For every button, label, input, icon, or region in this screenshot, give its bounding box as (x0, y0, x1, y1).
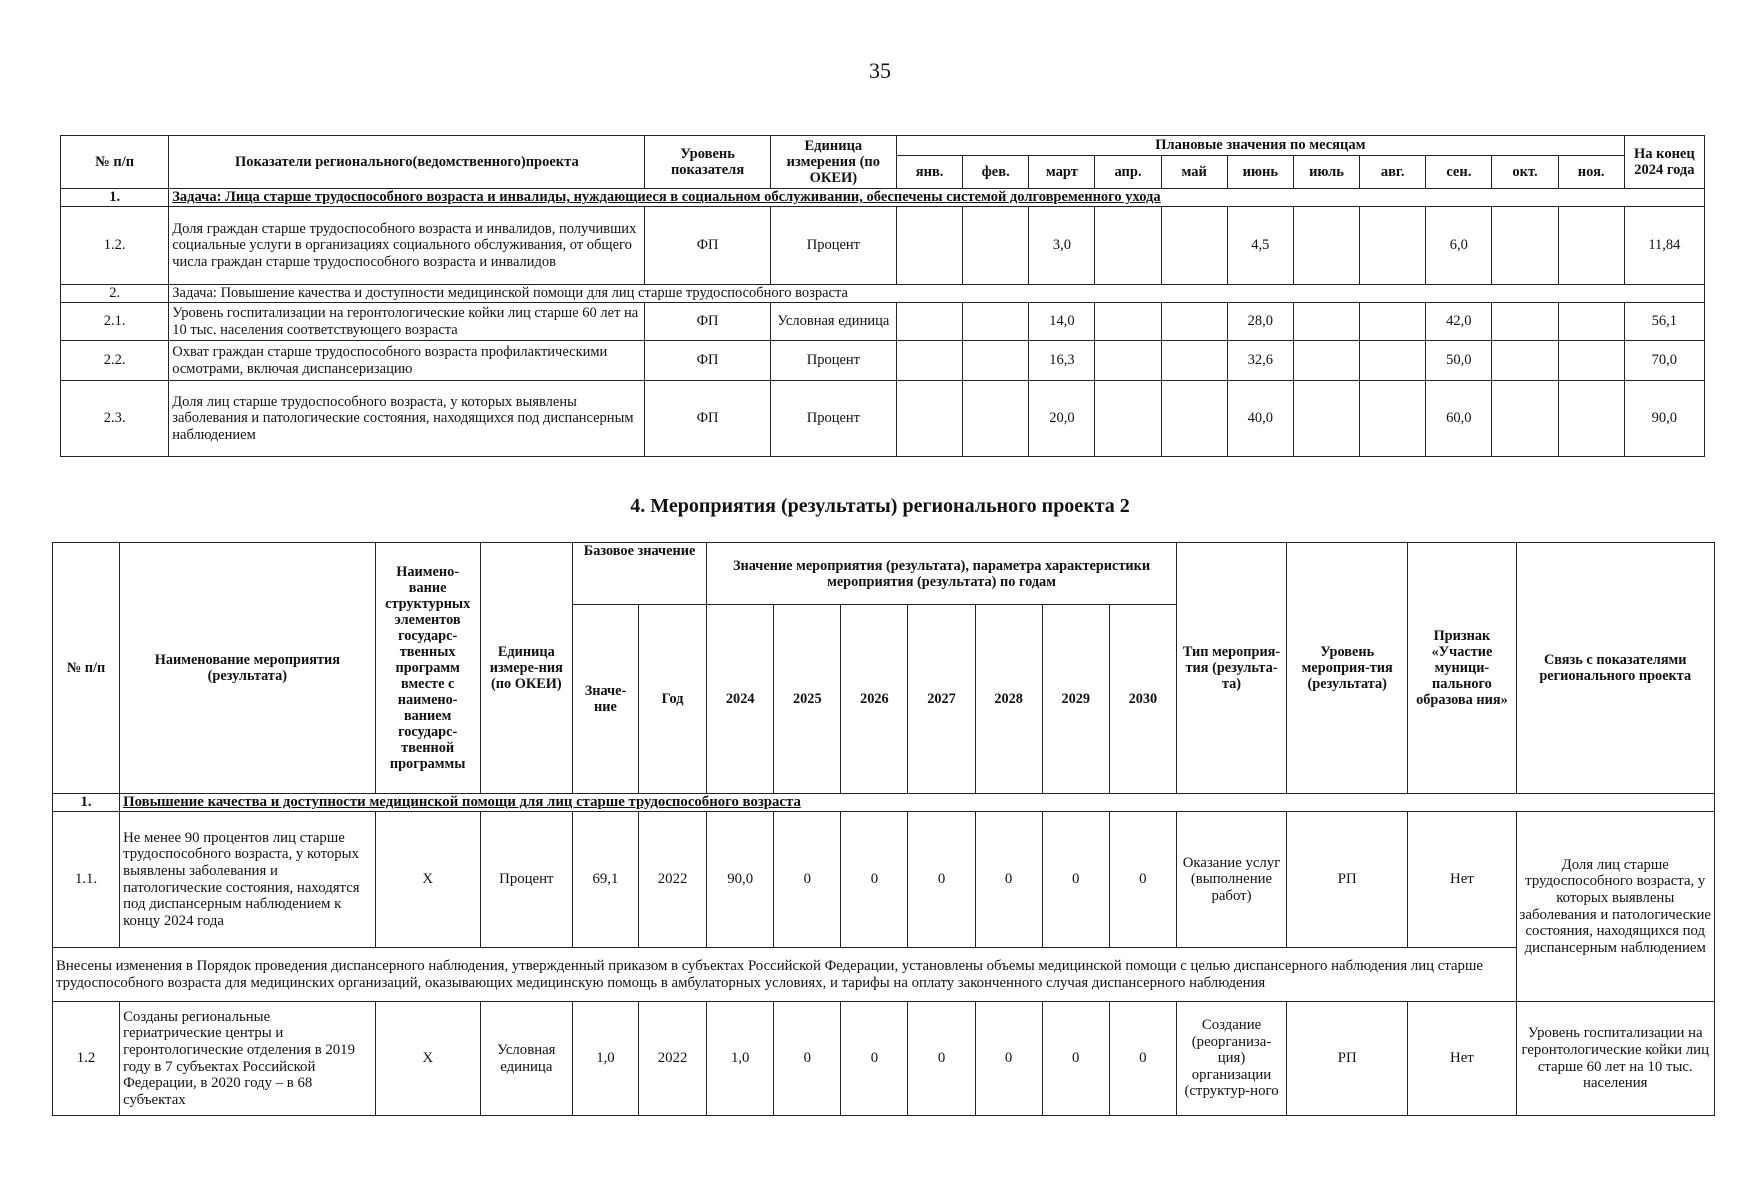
task-title: Задача: Лица старше трудоспособного возраста и инвалиды, нуждающиеся в социальном обслуживании, обеспечены системой долговременного ухода (169, 189, 1705, 207)
month-value (1161, 303, 1227, 341)
header-unit: Единица измере-ния (по ОКЕИ) (480, 543, 572, 794)
month-value: 14,0 (1029, 303, 1095, 341)
month-value: 28,0 (1227, 303, 1293, 341)
header-indicators: Показатели регионального(ведомственного)проекта (169, 136, 645, 189)
activity-name: Созданы региональные гериатрические центры и геронтологические отделения в 2019 году в 7 субъектах Российской Федерации, в 2020 году – в 68 субъектах (120, 1002, 375, 1116)
year-value: 0 (975, 1002, 1042, 1116)
month-header: апр. (1095, 156, 1161, 189)
header-level: Уровень мероприя-тия (результата) (1287, 543, 1408, 794)
header-values: Значение мероприятия (результата), параметра характеристики мероприятия (результата) по годам (707, 543, 1177, 605)
base-value: 1,0 (572, 1002, 638, 1116)
year-value: 0 (841, 812, 908, 948)
row-num: 2.1. (61, 303, 169, 341)
end-value: 56,1 (1624, 303, 1704, 341)
month-value (1492, 341, 1558, 381)
month-value: 32,6 (1227, 341, 1293, 381)
table-row (61, 303, 1705, 341)
indicator-unit: Процент (770, 207, 896, 285)
month-header: янв. (897, 156, 963, 189)
year-value: 0 (908, 812, 975, 948)
month-value (1293, 207, 1359, 285)
unit-value: Процент (480, 812, 572, 948)
indicator-unit: Процент (770, 341, 896, 381)
task-title: Задача: Повышение качества и доступности медицинской помощи для лиц старше трудоспособного возраста (169, 285, 1705, 303)
month-value: 16,3 (1029, 341, 1095, 381)
year-value: 90,0 (707, 812, 774, 948)
month-value (1558, 207, 1624, 285)
indicators-table (60, 135, 1705, 457)
month-header: окт. (1492, 156, 1558, 189)
header-type: Тип мероприя-тия (результа-та) (1176, 543, 1286, 794)
section-title: 4. Мероприятия (результаты) регионального проекта 2 (630, 495, 1130, 517)
section-num: 1. (53, 794, 120, 812)
month-value (1492, 207, 1558, 285)
month-value (1558, 341, 1624, 381)
month-value (1360, 381, 1426, 457)
row-num: 2.3. (61, 381, 169, 457)
header-end: На конец 2024 года (1624, 136, 1704, 189)
base-year: 2022 (639, 1002, 707, 1116)
month-value (1161, 381, 1227, 457)
year-header: 2024 (707, 605, 774, 794)
month-value: 50,0 (1426, 341, 1492, 381)
indicator-level: ФП (645, 303, 770, 341)
indicator-name: Доля граждан старше трудоспособного возраста и инвалидов, получивших социальные услуги в организациях социального обслуживания, от общего числа граждан старше трудоспособного возраста и инвалидов (169, 207, 645, 285)
struct-value: Х (375, 1002, 480, 1116)
month-header: июль (1293, 156, 1359, 189)
month-header: июнь (1227, 156, 1293, 189)
month-value (1095, 341, 1161, 381)
task-num: 2. (61, 285, 169, 303)
month-value (897, 207, 963, 285)
year-value: 0 (1109, 812, 1176, 948)
month-value: 6,0 (1426, 207, 1492, 285)
section-heading: Повышение качества и доступности медицинской помощи для лиц старше трудоспособного возраста (120, 794, 1715, 812)
link-value: Уровень госпитализации на геронтологические койки лиц старше 60 лет на 10 тыс. населения (1516, 1002, 1715, 1116)
year-value: 1,0 (707, 1002, 774, 1116)
row-num: 1.2. (61, 207, 169, 285)
month-value: 20,0 (1029, 381, 1095, 457)
table-row (61, 207, 1705, 285)
month-value (1492, 381, 1558, 457)
header-unit: Единица измерения (по ОКЕИ) (770, 136, 896, 189)
month-header: фев. (963, 156, 1029, 189)
month-value (1360, 341, 1426, 381)
row-num: 1.2 (53, 1002, 120, 1116)
year-value: 0 (1042, 812, 1109, 948)
indicator-level: ФП (645, 341, 770, 381)
month-value (963, 381, 1029, 457)
header-base: Базовое значение (572, 543, 706, 605)
header-name: Наименование мероприятия (результата) (120, 543, 375, 794)
month-header: авг. (1360, 156, 1426, 189)
task-num: 1. (61, 189, 169, 207)
activities-table (52, 542, 1715, 1116)
year-value: 0 (1042, 1002, 1109, 1116)
indicator-unit: Условная единица (770, 303, 896, 341)
note-text: Внесены изменения в Порядок проведения диспансерного наблюдения, утвержденный приказом в субъектах Российской Федерации, установлены объемы медицинской помощи с целью диспансерного наблюдения лиц старше трудоспособного возраста для медицинских организаций, оказывающих медицинскую помощь в амбулаторных условиях, и тарифы на оплату законченного случая диспансерного наблюдения (53, 948, 1517, 1002)
year-value: 0 (841, 1002, 908, 1116)
year-value: 0 (908, 1002, 975, 1116)
month-value (897, 341, 963, 381)
year-value: 0 (774, 812, 841, 948)
page-number: 35 (869, 58, 891, 83)
end-value: 90,0 (1624, 381, 1704, 457)
header-planned: Плановые значения по месяцам (897, 136, 1625, 156)
year-header: 2029 (1042, 605, 1109, 794)
month-value (1360, 303, 1426, 341)
month-value: 40,0 (1227, 381, 1293, 457)
indicator-level: ФП (645, 381, 770, 457)
activity-name: Не менее 90 процентов лиц старше трудоспособного возраста, у которых выявлены заболевания и патологические состояния, находятся под диспансерным наблюдением к концу 2024 года (120, 812, 375, 948)
year-header: 2028 (975, 605, 1042, 794)
month-value (1161, 207, 1227, 285)
level-value: РП (1287, 1002, 1408, 1116)
link-value: Доля лиц старше трудоспособного возраста, у которых выявлены заболевания и патологические состояния, находящихся под диспансерным наблюдением (1516, 812, 1715, 1002)
indicator-name: Доля лиц старше трудоспособного возраста, у которых выявлены заболевания и патологические состояния, находящихся под диспансерным наблюдением (169, 381, 645, 457)
end-value: 70,0 (1624, 341, 1704, 381)
sign-value: Нет (1408, 812, 1516, 948)
unit-value: Условная единица (480, 1002, 572, 1116)
month-header: март (1029, 156, 1095, 189)
month-value (963, 303, 1029, 341)
year-value: 0 (1109, 1002, 1176, 1116)
type-value: Оказание услуг (выполнение работ) (1176, 812, 1286, 948)
month-value (897, 381, 963, 457)
struct-value: Х (375, 812, 480, 948)
month-value: 60,0 (1426, 381, 1492, 457)
indicator-unit: Процент (770, 381, 896, 457)
month-value (1360, 207, 1426, 285)
month-value (1095, 207, 1161, 285)
header-sign: Признак «Участие муници-пального образова ния» (1408, 543, 1516, 794)
year-header: 2030 (1109, 605, 1176, 794)
month-value (1095, 381, 1161, 457)
row-num: 1.1. (53, 812, 120, 948)
level-value: РП (1287, 812, 1408, 948)
header-struct: Наимено-вание структурных элементов государс-твенных программ вместе с наимено-ванием государс-твенной программы (375, 543, 480, 794)
month-value: 42,0 (1426, 303, 1492, 341)
table-row (53, 1002, 1715, 1116)
month-value (1558, 381, 1624, 457)
table-row (61, 381, 1705, 457)
year-header: 2025 (774, 605, 841, 794)
header-link: Связь с показателями регионального проекта (1516, 543, 1715, 794)
header-num: № п/п (61, 136, 169, 189)
month-header: май (1161, 156, 1227, 189)
row-num: 2.2. (61, 341, 169, 381)
month-value (1492, 303, 1558, 341)
month-header: ноя. (1558, 156, 1624, 189)
sign-value: Нет (1408, 1002, 1516, 1116)
indicator-level: ФП (645, 207, 770, 285)
month-value (1558, 303, 1624, 341)
base-year: 2022 (639, 812, 707, 948)
end-value: 11,84 (1624, 207, 1704, 285)
month-header: сен. (1426, 156, 1492, 189)
month-value (963, 207, 1029, 285)
table-row (53, 812, 1715, 948)
base-value: 69,1 (572, 812, 638, 948)
header-base-value: Значе-ние (572, 605, 638, 794)
month-value (1095, 303, 1161, 341)
month-value (1293, 303, 1359, 341)
indicator-name: Уровень госпитализации на геронтологические койки лиц старше 60 лет на 10 тыс. населения соответствующего возраста (169, 303, 645, 341)
header-base-year: Год (639, 605, 707, 794)
year-value: 0 (774, 1002, 841, 1116)
year-header: 2026 (841, 605, 908, 794)
month-value (1161, 341, 1227, 381)
header-num: № п/п (53, 543, 120, 794)
indicator-name: Охват граждан старше трудоспособного возраста профилактическими осмотрами, включая диспансеризацию (169, 341, 645, 381)
month-value: 3,0 (1029, 207, 1095, 285)
month-value (897, 303, 963, 341)
month-value (1293, 341, 1359, 381)
month-value (1293, 381, 1359, 457)
month-value (963, 341, 1029, 381)
header-level: Уровень показателя (645, 136, 770, 189)
table-row (61, 341, 1705, 381)
year-header: 2027 (908, 605, 975, 794)
year-value: 0 (975, 812, 1042, 948)
month-value: 4,5 (1227, 207, 1293, 285)
type-value: Создание (реорганиза-ция) организации (структур-ного (1176, 1002, 1286, 1116)
